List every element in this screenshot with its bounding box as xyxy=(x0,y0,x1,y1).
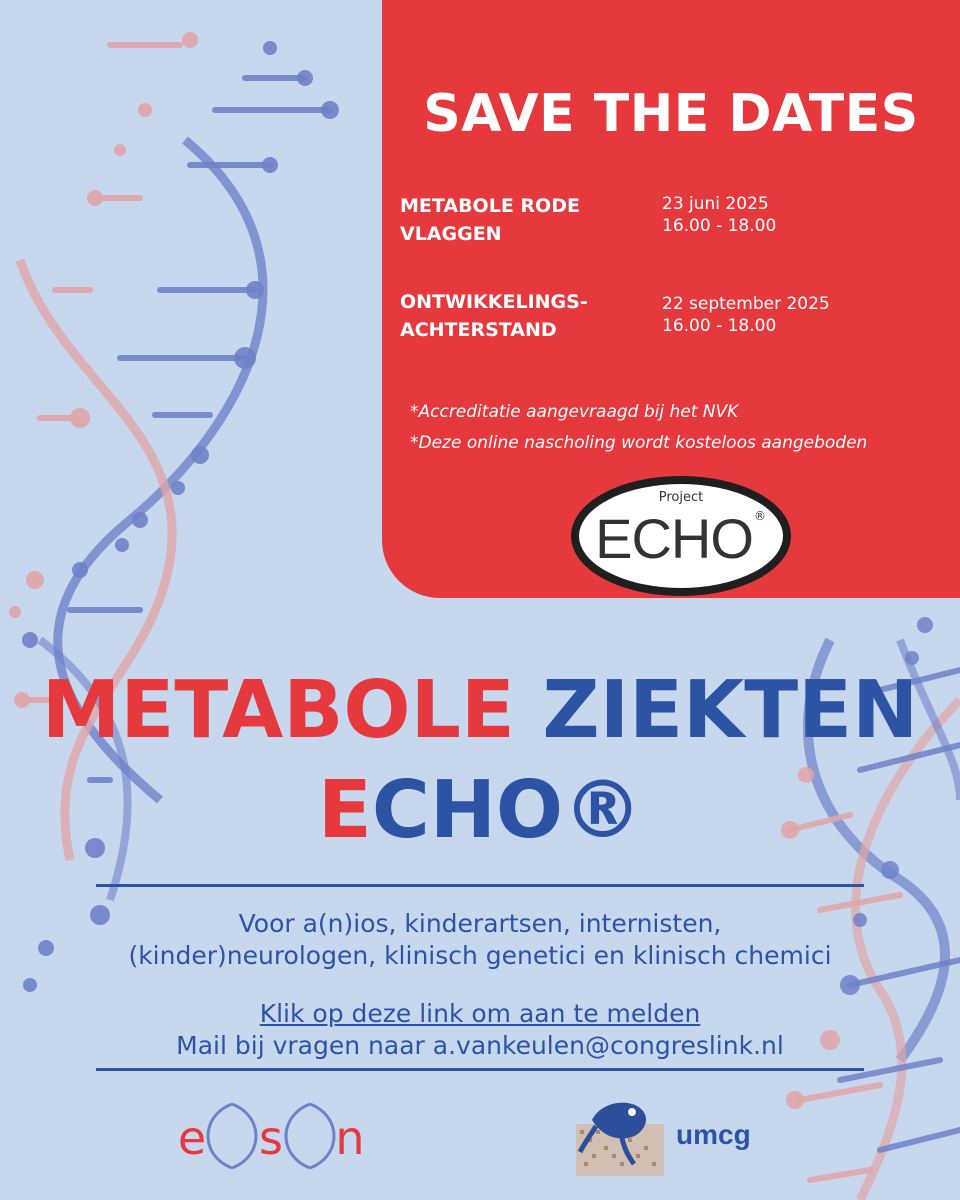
event-1-name-line1: METABOLE RODE xyxy=(400,195,580,217)
event-2-date: 22 september 2025 xyxy=(662,294,830,314)
umcg-logo-text: umcg xyxy=(676,1119,751,1150)
main-title-metabole: METABOLE xyxy=(41,664,515,756)
main-title-ziekten: ZIEKTEN xyxy=(542,664,919,756)
umcg-logo xyxy=(572,1090,812,1180)
event-1-name xyxy=(400,192,640,248)
free-course-note: *Deze online nascholing wordt kosteloos aangeboden xyxy=(410,433,868,453)
event-2-name-line1: ONTWIKKELINGS- xyxy=(400,291,588,313)
event-1-schedule xyxy=(662,193,922,237)
divider-bottom xyxy=(96,1068,864,1071)
audience-line2: (kinder)neurologen, klinisch genetici en klinisch chemici xyxy=(128,941,832,970)
contact-block xyxy=(0,998,960,1062)
event-2-name-line2: ACHTERSTAND xyxy=(400,319,557,341)
event-1-time: 16.00 - 18.00 xyxy=(662,216,777,236)
main-title-line1 xyxy=(0,664,960,756)
accreditation-note: *Accreditatie aangevraagd bij het NVK xyxy=(410,402,739,422)
audience-text xyxy=(0,908,960,972)
event-1-name-line2: VLAGGEN xyxy=(400,223,502,245)
event-2-schedule xyxy=(662,293,922,337)
echo-logo-main-text: ECHO xyxy=(595,507,753,570)
main-title-echo-e: E xyxy=(317,764,372,856)
event-1-date: 23 juni 2025 xyxy=(662,194,769,214)
project-echo-logo xyxy=(570,476,792,598)
save-the-dates-panel xyxy=(382,0,960,598)
echo-logo-project-text: Project xyxy=(658,490,704,505)
esn-letter-s: s xyxy=(259,1111,283,1165)
echo-logo-mark: ® xyxy=(754,509,766,523)
svg-text:ECHO xyxy=(595,507,753,570)
esn-letter-e: e xyxy=(177,1111,207,1165)
divider-top xyxy=(96,884,864,887)
umcg-frog-emblem xyxy=(576,1103,664,1176)
esn-logo xyxy=(170,1096,370,1176)
register-link[interactable]: Klik op deze link om aan te melden xyxy=(259,999,701,1028)
save-the-dates-heading: SAVE THE DATES xyxy=(423,84,919,144)
audience-line1: Voor a(n)ios, kinderartsen, internisten, xyxy=(238,909,722,938)
main-title-echo-rest: CHO® xyxy=(371,764,643,856)
esn-letter-n: n xyxy=(335,1111,365,1165)
event-2-name xyxy=(400,288,640,344)
main-title-line2 xyxy=(0,764,960,856)
contact-email-text: Mail bij vragen naar a.vankeulen@congreslink.nl xyxy=(176,1031,784,1060)
event-2-time: 16.00 - 18.00 xyxy=(662,316,777,336)
